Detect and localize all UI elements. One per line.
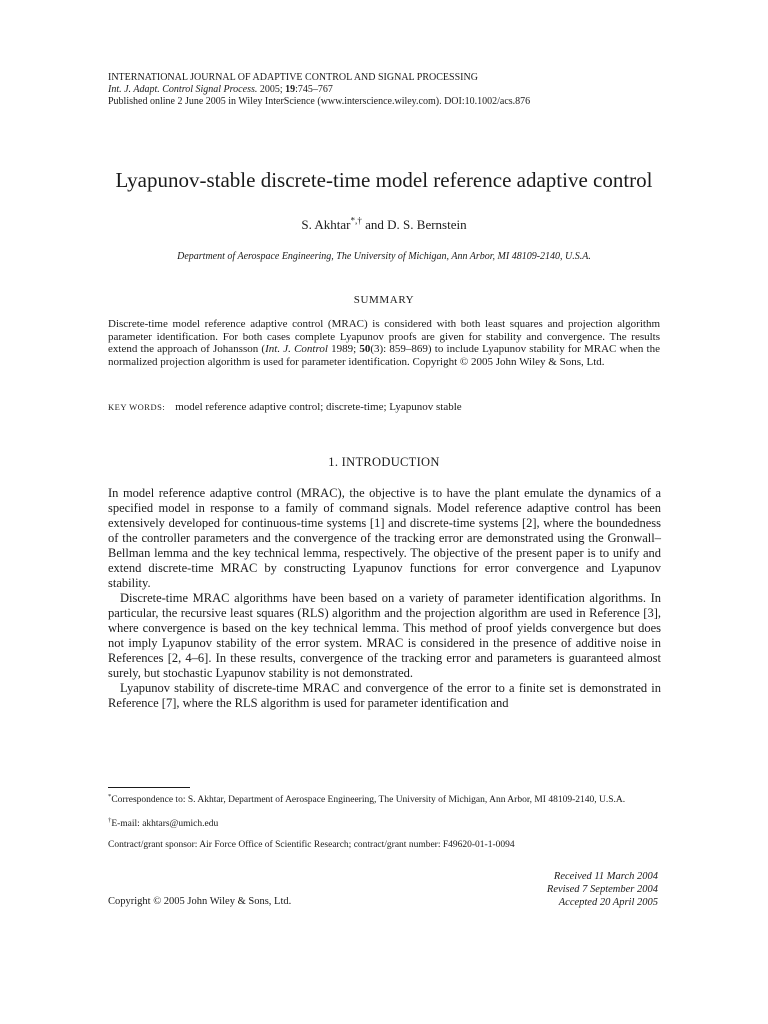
affiliation: Department of Aerospace Engineering, The University of Michigan, Ann Arbor, MI 48109-2140, U.S.A. bbox=[177, 251, 591, 262]
paper-title: Lyapunov-stable discrete-time model reference adaptive control bbox=[115, 168, 653, 192]
footnote-rule bbox=[108, 787, 190, 788]
citation-volume: 19 bbox=[285, 84, 296, 95]
date-revised: Revised 7 September 2004 bbox=[546, 884, 658, 895]
copyright: Copyright © 2005 John Wiley & Sons, Ltd. bbox=[108, 896, 292, 907]
summary-heading: SUMMARY bbox=[353, 294, 415, 306]
citation-journal: Int. J. Adapt. Control Signal Process. bbox=[108, 84, 258, 95]
summary-text-b: (3): 859–869) to include Lyapunov stability for MRAC when the normalized projection algorithm is used for parameter identification. Copyright © 2005 John Wiley & Sons, Ltd. bbox=[108, 343, 661, 368]
footnote-mark-2: † bbox=[108, 816, 112, 824]
keywords-label: KEY WORDS: bbox=[108, 402, 166, 412]
date-received: Received 11 March 2004 bbox=[553, 871, 658, 882]
footnote-correspondence bbox=[108, 794, 660, 806]
footnote-2-text: E-mail: akhtars@umich.edu bbox=[111, 819, 219, 829]
summary-text-a: Discrete-time model reference adaptive control (MRAC) is considered with both least squares and projection algorithm parameter identification. For both cases complete Lyapunov proofs are given for stability and convergence. The results extend the approach of Johansson ( bbox=[108, 318, 660, 355]
summary-ref-year: 1989; bbox=[327, 343, 360, 355]
publication-line: Published online 2 June 2005 in Wiley InterScience (www.interscience.wiley.com). DOI:10.1002/acs.876 bbox=[108, 96, 531, 107]
keywords-text: model reference adaptive control; discrete-time; Lyapunov stable bbox=[175, 401, 462, 413]
citation-line bbox=[108, 84, 333, 96]
summary-text bbox=[108, 318, 660, 368]
footnote-1-text: Correspondence to: S. Akhtar, Department of Aerospace Engineering, The University of Michigan, Ann Arbor, MI 48109-2140, U.S.A. bbox=[111, 795, 626, 805]
intro-paragraph-1: In model reference adaptive control (MRAC), the objective is to have the plant emulate the dynamics of a specified model in response to a family of command signals. Model reference adaptive control has been extensively developed for continuous-time systems [1] and discrete-time systems [2], where the boundedness of the controller parameters and the convergence of the tracking error are demonstrated using the Gronwall–Bellman lemma and the key technical lemma, respectively. The objective of the present paper is to unify and extend discrete-time MRAC by constructing Lyapunov functions for error convergence and Lyapunov stability. bbox=[108, 486, 661, 590]
date-accepted: Accepted 20 April 2005 bbox=[558, 897, 658, 908]
keywords bbox=[108, 401, 462, 414]
author-line bbox=[0, 217, 768, 233]
introduction-body bbox=[108, 486, 661, 711]
author-1-marks: *,† bbox=[350, 215, 362, 226]
journal-name: INTERNATIONAL JOURNAL OF ADAPTIVE CONTROL AND SIGNAL PROCESSING bbox=[108, 72, 478, 83]
summary-ref-volume: 50 bbox=[359, 343, 371, 355]
intro-paragraph-2: Discrete-time MRAC algorithms have been based on a variety of parameter identification algorithms. In particular, the recursive least squares (RLS) algorithm and the projection algorithm are used in Reference [3], where convergence is based on the key technical lemma. This method of proof yields convergence but does not imply Lyapunov stability of the error system. MRAC is considered in the presence of additive noise in References [2, 4–6]. In these results, convergence of the tracking error and parameters is guaranteed almost surely, but stochastic Lyapunov stability is not demonstrated. bbox=[108, 591, 661, 680]
section-heading-introduction: 1. INTRODUCTION bbox=[328, 455, 440, 469]
footnote-email bbox=[108, 818, 660, 830]
citation-year: 2005; bbox=[257, 84, 286, 95]
summary-ref-journal: Int. J. Control bbox=[265, 343, 328, 355]
author-1: S. Akhtar bbox=[301, 217, 351, 232]
citation-pages: :745–767 bbox=[295, 84, 333, 95]
footnote-mark-1: * bbox=[108, 792, 112, 800]
author-2: D. S. Bernstein bbox=[387, 217, 467, 232]
intro-paragraph-3: Lyapunov stability of discrete-time MRAC and convergence of the error to a finite set is demonstrated in Reference [7], where the RLS algorithm is used for parameter identification and bbox=[108, 681, 661, 710]
author-conjunction: and bbox=[361, 217, 388, 232]
contract-sponsor: Contract/grant sponsor: Air Force Office of Scientific Research; contract/grant number: F49620-01-1-0094 bbox=[108, 840, 515, 850]
